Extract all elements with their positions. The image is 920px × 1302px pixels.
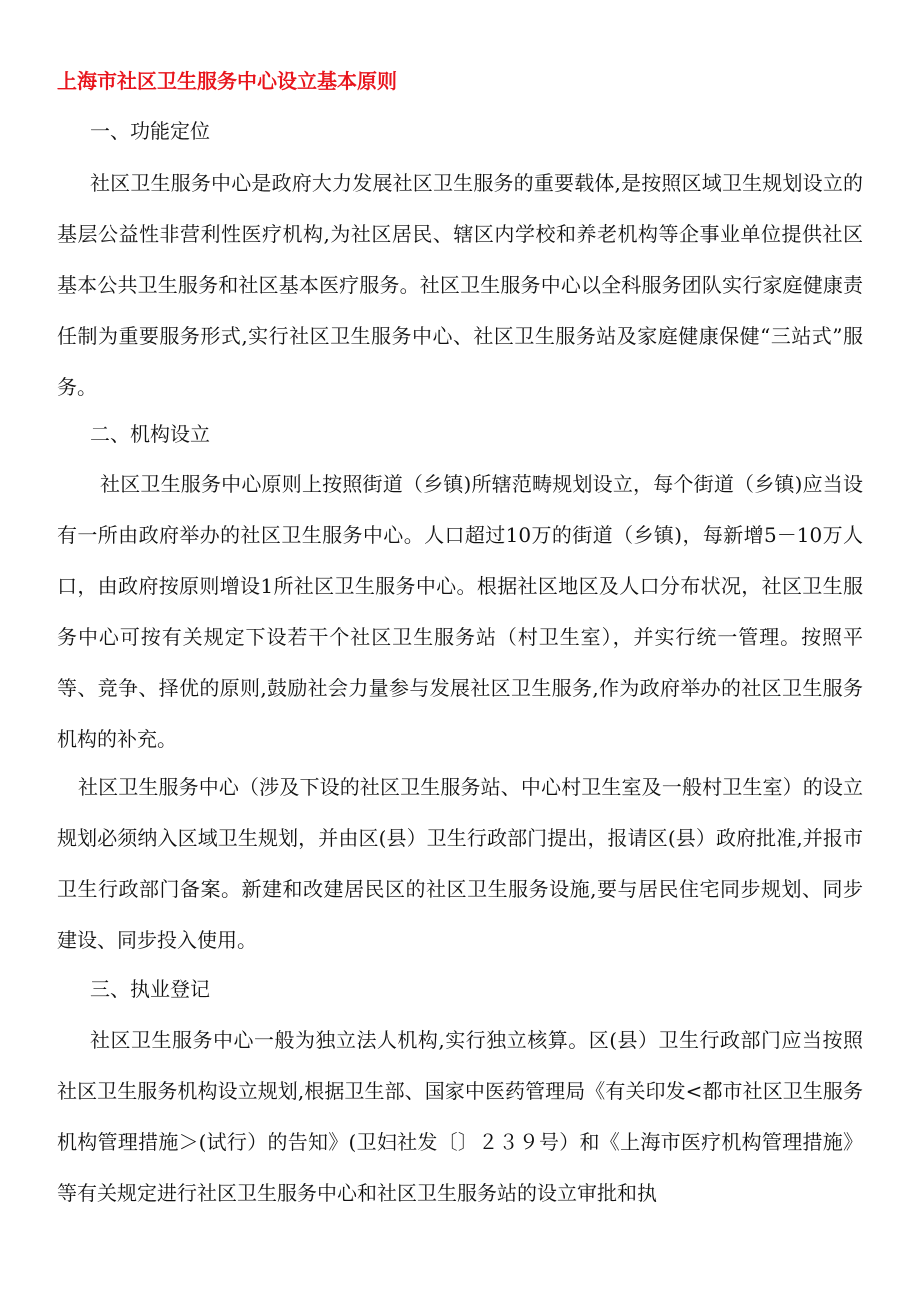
section-paragraph: 社区卫生服务中心（涉及下设的社区卫生服务站、中心村卫生室及一般村卫生室）的设立规划必须纳入区域卫生规划，并由区(县）卫生行政部门提出，报请区(县）政府批准,并报市卫生行政部门备案。新建和改建居民区的社区卫生服务设施,要与居民住宅同步规划、同步建设、同步投入使用。 [57,775,863,952]
section-heading-function: 一、功能定位 [90,119,210,143]
section-heading-establishment: 二、机构设立 [90,422,210,446]
document-title: 上海市社区卫生服务中心设立基本原则 [57,69,397,93]
section-paragraph: 社区卫生服务中心原则上按照街道（乡镇)所辖范畴规划设立，每个街道（乡镇)应当设有一所由政府举办的社区卫生服务中心。人口超过10万的街道（乡镇)，每新增5－10万人口，由政府按原则增设1所社区卫生服务中心。根据社区地区及人口分布状况，社区卫生服务中心可按有关规定下设若干个社区卫生服务站（村卫生室），并实行统一管理。按照平等、竞争、择优的原则,鼓励社会力量参与发展社区卫生服务,作为政府举办的社区卫生服务机构的补充。 [57,472,863,751]
section-paragraph: 社区卫生服务中心是政府大力发展社区卫生服务的重要载体,是按照区域卫生规划设立的基层公益性非营利性医疗机构,为社区居民、辖区内学校和养老机构等企事业单位提供社区基本公共卫生服务和社区基本医疗服务。社区卫生服务中心以全科服务团队实行家庭健康责任制为重要服务形式,实行社区卫生服务中心、社区卫生服务站及家庭健康保健“三站式”服务。 [57,171,863,399]
section-heading-registration: 三、执业登记 [90,977,210,1001]
section-paragraph: 社区卫生服务中心一般为独立法人机构,实行独立核算。区(县）卫生行政部门应当按照社区卫生服务机构设立规划,根据卫生部、国家中医药管理局《有关印发<都市社区卫生服务机构管理措施＞(试行）的告知》(卫妇社发〔〕２３９号）和《上海市医疗机构管理措施》等有关规定进行社区卫生服务中心和社区卫生服务站的设立审批和执 [57,1028,863,1205]
